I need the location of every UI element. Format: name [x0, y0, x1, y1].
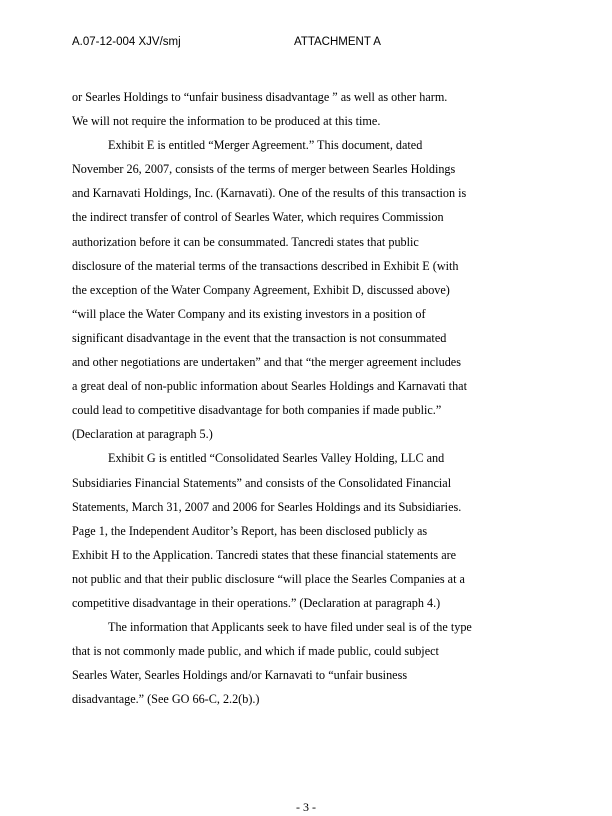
text-line: not public and that their public disclosure “will place the Searles Companies at a	[72, 571, 465, 586]
text-line: a great deal of non-public information about Searles Holdings and Karnavati that	[72, 379, 467, 394]
text-line: Searles Water, Searles Holdings and/or Karnavati to “unfair business	[72, 668, 408, 683]
docket-number: A.07-12-004 XJV/smj	[72, 36, 181, 48]
paragraph-exhibit-e	[72, 133, 544, 446]
text-line: The information that Applicants seek to have filed under seal is of the type	[108, 620, 472, 635]
paragraph-continuation	[72, 85, 544, 133]
page-number: - 3 -	[296, 800, 316, 814]
text-line: Page 1, the Independent Auditor’s Report, has been disclosed publicly as	[72, 523, 428, 538]
text-line: and Karnavati Holdings, Inc. (Karnavati). One of the results of this transaction is	[72, 186, 467, 201]
text-line: or Searles Holdings to “unfair business disadvantage ” as well as other harm.	[72, 90, 448, 104]
paragraph-sealed-information	[72, 615, 544, 711]
text-line: authorization before it can be consummated. Tancredi states that public	[72, 234, 419, 249]
text-line: disclosure of the material terms of the transactions described in Exhibit E (with	[72, 258, 459, 273]
text-line: the indirect transfer of control of Searles Water, which requires Commission	[72, 210, 444, 225]
text-line: Exhibit H to the Application. Tancredi states that these financial statements are	[72, 547, 457, 562]
attachment-label: ATTACHMENT A	[294, 36, 381, 48]
text-line: competitive disadvantage in their operations.” (Declaration at paragraph 4.)	[72, 595, 441, 610]
text-line: Subsidiaries Financial Statements” and consists of the Consolidated Financial	[72, 475, 452, 490]
text-line: We will not require the information to be produced at this time.	[72, 114, 381, 129]
paragraph-exhibit-g	[72, 446, 544, 615]
text-line: Statements, March 31, 2007 and 2006 for Searles Holdings and its Subsidiaries.	[72, 499, 462, 514]
document-body	[72, 85, 544, 711]
text-line: Exhibit E is entitled “Merger Agreement.” This document, dated	[108, 138, 423, 153]
text-line: (Declaration at paragraph 5.)	[72, 427, 213, 442]
text-line: Exhibit G is entitled “Consolidated Searles Valley Holding, LLC and	[108, 451, 445, 466]
text-line: “will place the Water Company and its existing investors in a position of	[72, 306, 426, 321]
page-footer	[0, 798, 612, 816]
text-line: disadvantage.” (See GO 66-C, 2.2(b).)	[72, 692, 260, 707]
text-line: that is not commonly made public, and which if made public, could subject	[72, 644, 439, 659]
text-line: could lead to competitive disadvantage for both companies if made public.”	[72, 403, 442, 418]
text-line: the exception of the Water Company Agreement, Exhibit D, discussed above)	[72, 282, 450, 297]
text-line: November 26, 2007, consists of the terms of merger between Searles Holdings	[72, 162, 456, 177]
text-line: significant disadvantage in the event that the transaction is not consummated	[72, 330, 447, 345]
text-line: and other negotiations are undertaken” and that “the merger agreement includes	[72, 355, 461, 370]
